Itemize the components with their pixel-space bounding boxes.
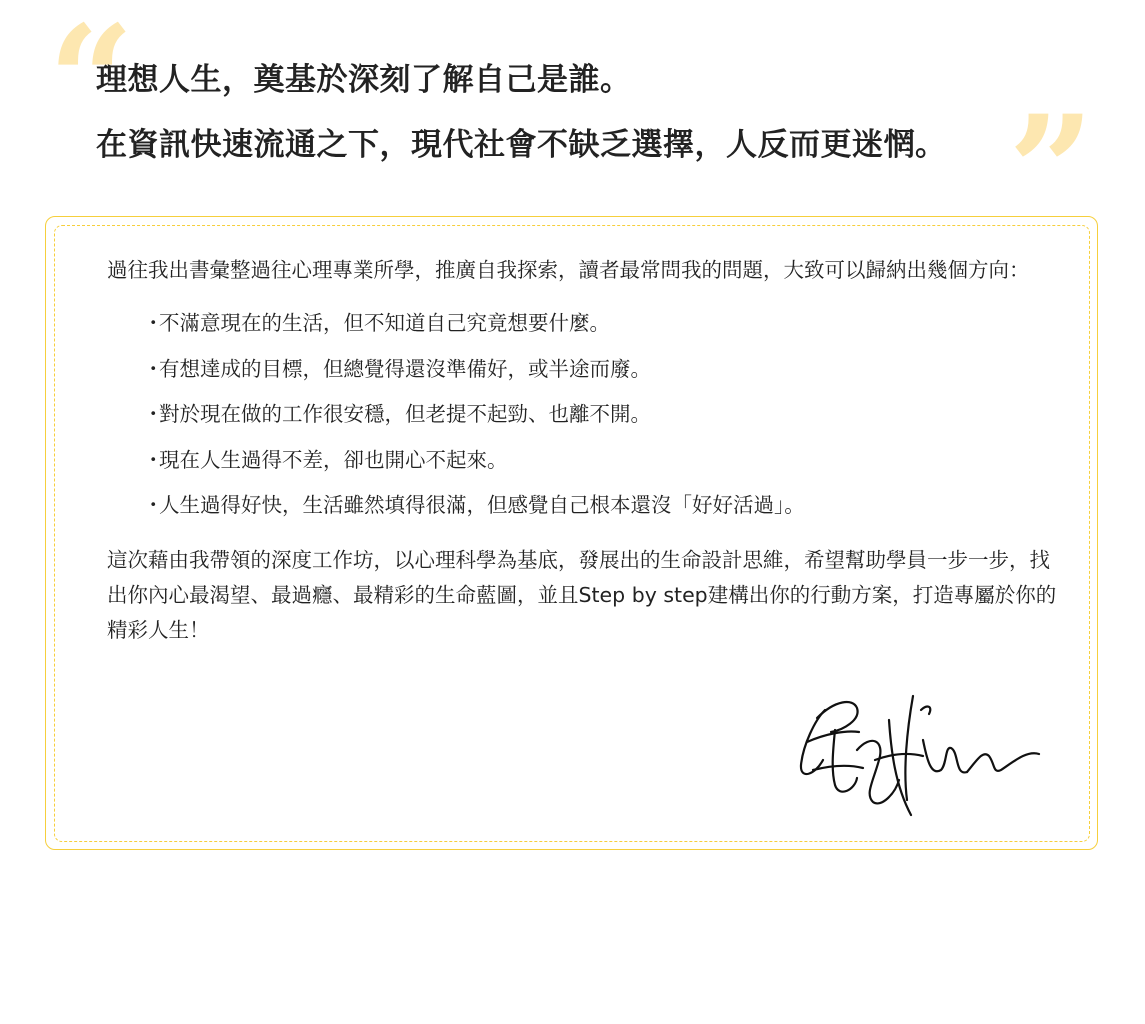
list-item [143,392,1057,438]
open-quote-mark: “ [48,0,135,169]
bullet-marker: ・ [143,311,164,335]
bullet-marker: ・ [143,402,164,426]
list-item [143,301,1057,347]
list-item [143,347,1057,393]
closing-paragraph: 這次藉由我帶領的深度工作坊，以心理科學為基底，發展出的生命設計思維，希望幫助學員一步一步，找出你內心最渴望、最過癮、最精彩的生命藍圖，並且Step by step建構出你的行動方案，打造專屬於你的精彩人生！ [107,547,1057,642]
bullet-marker: ・ [143,356,164,381]
intro-paragraph: 過往我出書彙整過往心理專業所學，推廣自我探索，讀者最常問我的問題，大致可以歸納出幾個方向： [107,258,1030,282]
list-item [143,438,1057,484]
list-item-text: 現在人生過得不差，卻也開心不起來。 [159,447,508,472]
headline-line-1: 理想人生，奠基於深刻了解自己是誰。 [96,62,632,98]
card-content [107,253,1057,648]
close-quote-mark: ” [1008,83,1095,259]
question-list [107,301,1057,529]
signature-icon [795,690,1045,820]
bullet-marker: ・ [143,447,164,472]
headline [96,48,1106,178]
list-item-text: 人生過得好快，生活雖然填得很滿，但感覺自己根本還沒「好好活過」。 [159,493,805,517]
list-item-text: 不滿意現在的生活，但不知道自己究竟想要什麼。 [159,311,610,335]
headline-line-2: 在資訊快速流通之下，現代社會不缺乏選擇，人反而更迷惘。 [96,127,947,163]
bullet-marker: ・ [143,493,164,517]
list-item-text: 有想達成的目標，但總覺得還沒準備好，或半途而廢。 [159,356,651,381]
list-item [143,483,1057,529]
list-item-text: 對於現在做的工作很安穩，但老提不起勁、也離不開。 [159,402,651,426]
